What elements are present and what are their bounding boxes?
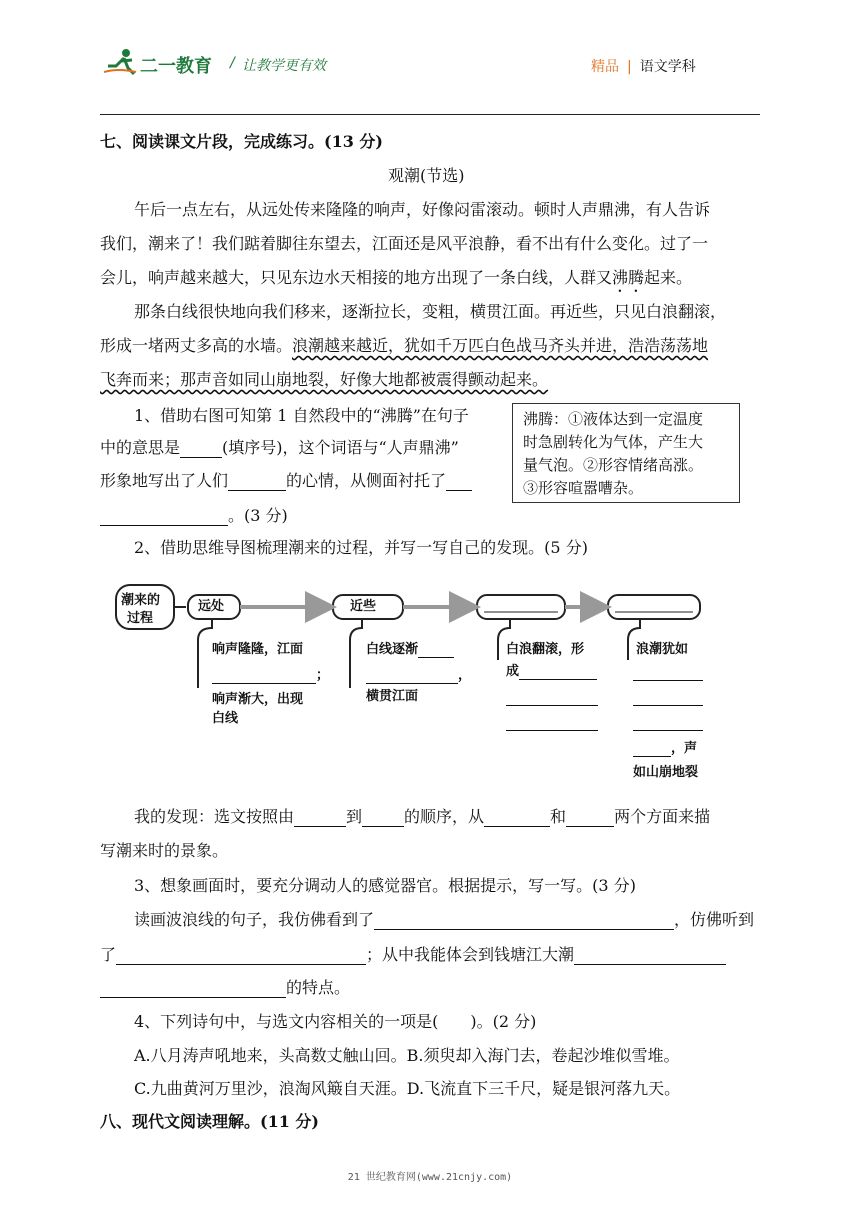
near-detail-2: 横贯江面 — [366, 689, 419, 704]
third-detail-2-text: 成 — [506, 664, 520, 679]
definition-line: 时急剧转化为气体，产生大 — [523, 433, 704, 451]
q3-line1-b: ，仿佛听到 — [674, 910, 755, 929]
q3-line1-a: 读画波浪线的句子，我仿佛看到了 — [134, 910, 375, 929]
finding-blank-aspect2[interactable] — [566, 810, 614, 827]
third-blank-3[interactable] — [506, 717, 598, 731]
finding-blank-to[interactable] — [362, 810, 404, 827]
finding-b: 到 — [346, 807, 363, 826]
fourth-blank-row-3 — [633, 715, 703, 731]
q3-line2 — [100, 945, 726, 965]
near-blank-row — [366, 668, 471, 684]
fourth-detail-2 — [633, 741, 697, 757]
passage-p1-line3 — [100, 268, 692, 296]
fourth-blank-row-1 — [633, 665, 703, 681]
far-semicolon: ； — [316, 668, 330, 683]
q4-options-cd: C.九曲黄河万里沙，浪淘风簸自天涯。D.飞流直下三千尺，疑是银河落九天。 — [134, 1079, 681, 1098]
q1-line4-b: 。(3 分) — [228, 506, 288, 525]
q3-line2-b: ；从中我能体会到钱塘江大潮 — [366, 945, 575, 964]
q1-line2-a: 中的意思是 — [100, 438, 181, 457]
q1-blank-contrast-cont[interactable] — [100, 509, 228, 526]
header-divider: | — [627, 59, 632, 75]
q3-line3-b: 的特点。 — [286, 978, 351, 997]
passage-p2-line2-a: 形成一堵两丈多高的水墙。 — [100, 336, 293, 355]
far-blank[interactable] — [212, 670, 316, 684]
q3-blank-hear[interactable] — [116, 948, 366, 965]
passage-p1-line3-a: 会儿，响声越来越大，只见东边水天相接的地方出现了一条白线，人群又 — [100, 268, 613, 287]
finding-c: 的顺序，从 — [404, 807, 485, 826]
section8-heading: 八、现代文阅读理解。(11 分) — [100, 1112, 319, 1131]
fourth-blank-row-2 — [633, 690, 703, 706]
slogan: 让教学更有效 — [242, 58, 326, 74]
q3-line1 — [134, 910, 754, 930]
wavy-sentence-part2: 飞奔而来；那声音如同山崩地裂，好像大地都被震得颤动起来。 — [100, 370, 549, 389]
third-blank-2[interactable] — [506, 692, 598, 706]
passage-p1-line3-b: 起来。 — [644, 268, 693, 287]
passage-p2-line3 — [100, 370, 548, 390]
q1-blank-number[interactable] — [180, 441, 222, 458]
far-detail-blank-row — [212, 668, 329, 684]
dotted-word: 沸腾 — [612, 268, 645, 287]
q1-blank-contrast[interactable] — [446, 474, 472, 491]
third-blank-1[interactable] — [519, 666, 597, 680]
definition-line: 沸腾：①液体达到一定温度 — [523, 410, 704, 428]
fourth-blank-1[interactable] — [633, 667, 703, 681]
near-detail-1 — [366, 642, 454, 658]
near-comma: ， — [458, 668, 472, 683]
far-detail-2: 响声渐大，出现 — [212, 692, 304, 707]
mind-map-lines — [100, 580, 740, 790]
fourth-blank-3[interactable] — [633, 717, 703, 731]
third-detail-1: 白浪翻滚，形 — [506, 642, 585, 657]
far-detail-1: 响声隆隆，江面 — [212, 642, 304, 657]
fourth-blank-2[interactable] — [633, 692, 703, 706]
q1-line1: 1、借助右图可知第 1 自然段中的“沸腾”在句子 — [134, 406, 469, 425]
q3-blank-see[interactable] — [374, 913, 674, 930]
q1-line2 — [100, 438, 459, 458]
passage-p2-line1: 那条白线很快地向我们移来，逐渐拉长，变粗，横贯江面。再近些，只见白浪翻滚， — [134, 302, 727, 321]
definition-line: 量气泡。②形容情绪高涨。 — [523, 456, 704, 474]
q1-line3-b: 的心情，从侧面衬托了 — [286, 471, 447, 490]
passage-p2-line2 — [100, 336, 708, 356]
mind-map-root-line1: 潮来的 — [121, 593, 161, 608]
q4-prompt: 4、下列诗句中，与选文内容相关的一项是( )。(2 分) — [134, 1012, 537, 1031]
third-detail-2 — [506, 664, 597, 680]
fourth-detail-1: 浪潮犹如 — [636, 642, 689, 657]
stage-far: 远处 — [198, 599, 225, 614]
q3-line2-a: 了 — [100, 945, 117, 964]
third-blank-row-2 — [506, 690, 598, 706]
header-right — [591, 56, 696, 76]
finding-blank-from[interactable] — [294, 810, 346, 827]
fourth-detail-3: 如山崩地裂 — [633, 765, 699, 780]
section7-heading: 七、阅读课文片段，完成练习。(13 分) — [100, 132, 383, 151]
fourth-detail-2-text: ，声 — [671, 741, 698, 756]
header-rule — [100, 114, 760, 115]
far-detail-3: 白线 — [212, 711, 239, 726]
q1-line4 — [100, 506, 288, 526]
near-blank-2[interactable] — [366, 670, 458, 684]
near-detail-1-text: 白线逐渐 — [366, 642, 419, 657]
q1-line2-b: (填序号)，这个词语与“人声鼎沸” — [222, 438, 459, 457]
brand-name: 二一教育 — [140, 56, 212, 77]
finding-line2: 写潮来时的景象。 — [100, 841, 229, 860]
finding-e: 两个方面来描 — [614, 807, 711, 826]
fourth-blank-4[interactable] — [633, 743, 671, 757]
q3-line3 — [100, 978, 350, 998]
finding-a: 我的发现：选文按照由 — [134, 807, 295, 826]
q3-blank-feature[interactable] — [574, 948, 726, 965]
page-footer: 21 世纪教育网(www.21cnjy.com) — [347, 1172, 513, 1183]
passage-p1-line2: 我们，潮来了！我们踮着脚往东望去，江面还是风平浪静，看不出有什么变化。过了一 — [100, 234, 709, 253]
q3-prompt: 3、想象画面时，要充分调动人的感觉器官。根据提示，写一写。(3 分) — [134, 876, 636, 895]
q2-prompt: 2、借助思维导图梳理潮来的过程，并写一写自己的发现。(5 分) — [134, 538, 588, 557]
definition-line: ③形容喧嚣嘈杂。 — [523, 479, 644, 497]
q1-line3-a: 形象地写出了人们 — [100, 471, 229, 490]
mind-map-root-line2: 过程 — [127, 611, 154, 626]
stage-near: 近些 — [350, 599, 377, 614]
definition-box — [512, 403, 740, 503]
quality-label: 精品 — [591, 59, 619, 75]
passage-title: 观潮(节选) — [388, 166, 465, 185]
near-blank-1[interactable] — [418, 644, 454, 658]
q1-blank-mood[interactable] — [228, 474, 286, 491]
third-blank-row-3 — [506, 715, 598, 731]
runner-logo-icon — [104, 48, 138, 76]
subject-label: 语文学科 — [639, 59, 696, 75]
passage-p1-line1: 午后一点左右，从远处传来隆隆的响声，好像闷雷滚动。顿时人声鼎沸，有人告诉 — [134, 200, 711, 219]
slogan-separator: / — [230, 55, 235, 71]
finding-blank-aspect1[interactable] — [484, 810, 550, 827]
q3-blank-feature-cont[interactable] — [100, 981, 286, 998]
finding-d: 和 — [550, 807, 567, 826]
q4-options-ab: A.八月涛声吼地来，头高数丈触山回。B.须臾却入海门去，卷起沙堆似雪堆。 — [134, 1046, 680, 1065]
wavy-sentence-part1: 浪潮越来越近，犹如千万匹白色战马齐头并进，浩浩荡荡地 — [292, 336, 709, 355]
finding-line1 — [134, 807, 710, 827]
q1-line3 — [100, 471, 472, 491]
